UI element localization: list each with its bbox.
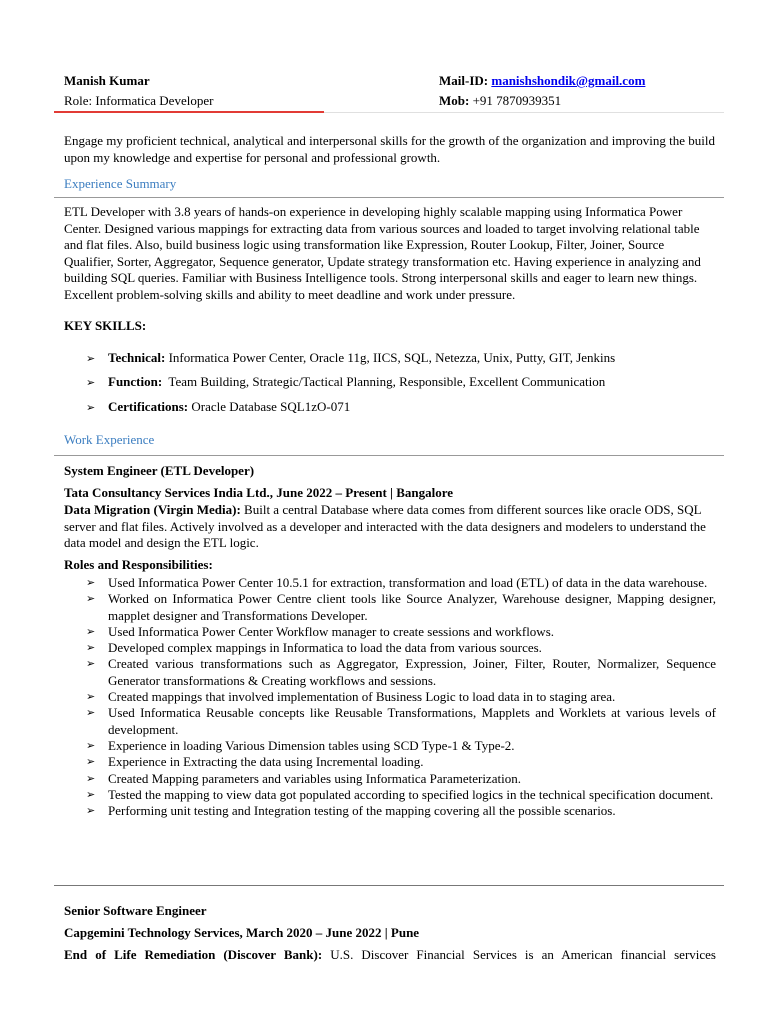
arrow-bullet-icon: ➢: [86, 755, 96, 769]
project-label: Data Migration (Virgin Media):: [64, 502, 241, 517]
job-1-company: Tata Consultancy Services India Ltd., June 2022 – Present | Bangalore: [64, 485, 454, 500]
responsibility-item: [86, 771, 716, 787]
mail-line: [439, 71, 645, 91]
skill-item-function: [86, 374, 605, 391]
arrow-bullet-icon: ➢: [86, 641, 96, 655]
arrow-bullet-icon: ➢: [86, 624, 96, 638]
skill-value: Informatica Power Center, Oracle 11g, IICS, SQL, Netezza, Unix, Putty, GIT, Jenkins: [165, 350, 616, 365]
header-right: [439, 71, 645, 111]
mail-label: Mail-ID:: [439, 73, 489, 88]
objective-text: Engage my proficient technical, analytical and interpersonal skills for the growth of the organization and improving the build upon my knowledge and expertise for personal and professional growth.: [64, 133, 716, 165]
job-2-position: Senior Software Engineer: [64, 903, 207, 918]
arrow-bullet-icon: ➢: [86, 771, 96, 785]
responsibility-text: Experience in Extracting the data using Incremental loading.: [108, 754, 424, 770]
job-1-project: [64, 502, 716, 552]
responsibility-text: Worked on Informatica Power Centre client tools like Source Analyzer, Warehouse designer, Mapping designer, mapplet designer and Transformations Developer.: [108, 591, 716, 623]
job-1-position: System Engineer (ETL Developer): [64, 463, 255, 478]
responsibility-item: [86, 640, 716, 656]
arrow-bullet-icon: ➢: [86, 576, 96, 589]
project-text: U.S. Discover Financial Services is an American financial services: [322, 947, 716, 962]
responsibility-item: [86, 803, 716, 819]
responsibility-item: [86, 689, 716, 705]
responsibilities-list: [86, 575, 716, 819]
responsibility-text: Created mappings that involved implementation of Business Logic to load data in to staging area.: [108, 689, 616, 705]
job-divider: [54, 885, 724, 886]
skill-label: Function:: [108, 374, 163, 389]
arrow-bullet-icon: ➢: [86, 690, 96, 704]
job-2-company: Capgemini Technology Services, March 2020 – June 2022 | Pune: [64, 925, 420, 940]
responsibility-text: Performing unit testing and Integration testing of the mapping covering all the possible scenarios.: [108, 803, 616, 819]
responsibility-item: [86, 705, 716, 738]
arrow-bullet-icon: ➢: [86, 401, 96, 414]
arrow-bullet-icon: ➢: [86, 376, 96, 389]
responsibility-text: Used Informatica Reusable concepts like Reusable Transformations, Mapplets and Worklets at various levels of development.: [108, 705, 716, 737]
email-link[interactable]: manishshondik@gmail.com: [491, 73, 646, 88]
mob-label: Mob:: [439, 93, 470, 108]
mob-line: [439, 91, 645, 111]
candidate-name: Manish Kumar: [64, 73, 150, 88]
work-experience-title: Work Experience: [64, 432, 155, 447]
arrow-bullet-icon: ➢: [86, 657, 96, 671]
responsibility-text: Experience in loading Various Dimension tables using SCD Type-1 & Type-2.: [108, 737, 515, 753]
header-divider-accent: [54, 111, 324, 113]
skill-label: Certifications:: [108, 399, 189, 414]
work-experience-rule: [54, 455, 724, 456]
arrow-bullet-icon: ➢: [86, 804, 96, 818]
arrow-bullet-icon: ➢: [86, 787, 96, 801]
skill-item-technical: [86, 350, 615, 367]
responsibility-text: Used Informatica Power Center Workflow manager to create sessions and workflows.: [108, 623, 554, 639]
responsibility-item: [86, 575, 716, 591]
experience-summary-title: Experience Summary: [64, 176, 177, 191]
header-divider: [54, 112, 724, 113]
candidate-role: Role: Informatica Developer: [64, 93, 214, 108]
responsibility-item: [86, 591, 716, 624]
responsibility-item: [86, 787, 716, 803]
responsibility-text: Created various transformations such as Aggregator, Expression, Joiner, Filter, Router, Normalizer, Sequence Generator transformations & Creating workflows and sessions.: [108, 656, 716, 688]
responsibility-item: [86, 738, 716, 754]
skill-item-certifications: [86, 399, 350, 416]
responsibility-item: [86, 624, 716, 640]
responsibility-text: Used Informatica Power Center 10.5.1 for extraction, transformation and load (ETL) of data in the data warehouse.: [108, 575, 708, 590]
arrow-bullet-icon: ➢: [86, 706, 96, 720]
project-text: Built a central Database where data comes from different sources like oracle ODS, SQL server and flat files. Actively involved as a developer and interacted with the data designers and modelers to understand the data model and design the ETL logic.: [64, 502, 706, 550]
key-skills-title: KEY SKILLS:: [64, 318, 147, 333]
responsibility-item: [86, 754, 716, 770]
arrow-bullet-icon: ➢: [86, 352, 96, 365]
responsibility-text: Tested the mapping to view data got populated according to specified logics in the technical specification document.: [108, 786, 714, 802]
experience-summary-rule: [54, 197, 724, 198]
roles-title: Roles and Responsibilities:: [64, 557, 213, 572]
responsibility-text: Created Mapping parameters and variables using Informatica Parameterization.: [108, 770, 521, 786]
responsibility-item: [86, 656, 716, 689]
mob-number: +91 7870939351: [472, 93, 562, 108]
experience-summary-text: ETL Developer with 3.8 years of hands-on experience in developing highly scalable mapping using Informatica Power Center. Designed various mappings for extracting data from various sources and loaded to target involving relational table and flat files. Also, build business logic using transformation like Expression, Router Lookup, Filter, Joiner, Source Qualifier, Sorter, Aggregator, Sequence generator, Update strategy transformation etc. Having experience in analyzing and building SQL queries. Familiar with Business Intelligence tools. Strong interpersonal skills and eager to learn new things. Excellent problem-solving skills and ability to meet deadline and work under pressure.: [64, 204, 701, 302]
arrow-bullet-icon: ➢: [86, 592, 96, 606]
arrow-bullet-icon: ➢: [86, 738, 96, 752]
skill-value: Oracle Database SQL1zO-071: [188, 399, 351, 414]
skill-label: Technical:: [108, 350, 166, 365]
project-label: End of Life Remediation (Discover Bank):: [64, 947, 323, 962]
job-2-project: [64, 947, 716, 963]
skill-value: Team Building, Strategic/Tactical Planning, Responsible, Excellent Communication: [162, 374, 606, 389]
responsibility-text: Developed complex mappings in Informatica to load the data from various sources.: [108, 640, 542, 656]
header-left: [64, 71, 213, 111]
